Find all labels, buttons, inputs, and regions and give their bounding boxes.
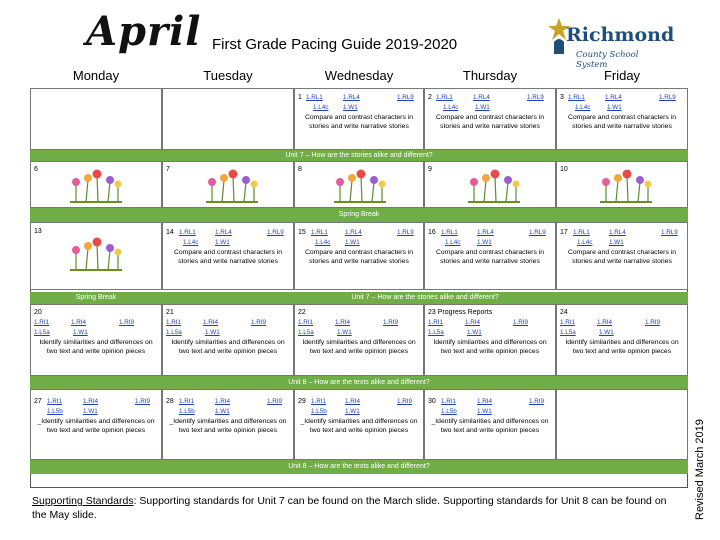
cell-day-17 bbox=[556, 222, 688, 290]
cell-description: Compare and contrast characters in stories and write narrative stories bbox=[173, 249, 283, 265]
std-ri9[interactable]: 1.RI9 bbox=[513, 319, 529, 326]
std-rl4[interactable]: 1.RL4 bbox=[605, 94, 622, 101]
std-l5b[interactable]: 1.L5b bbox=[441, 408, 457, 415]
date-27: 27 bbox=[34, 398, 42, 405]
cell-day-22 bbox=[294, 304, 424, 376]
std-w1[interactable]: 1.W1 bbox=[205, 329, 220, 336]
date-9: 9 bbox=[428, 166, 432, 173]
std-w1[interactable]: 1.W1 bbox=[599, 329, 614, 336]
std-l5a[interactable]: 1.L5a bbox=[298, 329, 314, 336]
std-ri1[interactable]: 1.RI1 bbox=[47, 398, 63, 405]
date-6: 6 bbox=[34, 166, 38, 173]
unit8-band: Unit 8 – How are the texts alike and different? bbox=[30, 376, 688, 389]
std-ri1[interactable]: 1.RI1 bbox=[298, 319, 314, 326]
date-20: 20 bbox=[34, 309, 42, 316]
cell-day-21 bbox=[162, 304, 294, 376]
flowers-icon bbox=[64, 166, 128, 204]
std-l5b[interactable]: 1.L5b bbox=[47, 408, 63, 415]
cell-description: _Identify similarities and differences on two text and write opinion pieces bbox=[37, 418, 155, 434]
std-rl1[interactable]: 1.RL1 bbox=[436, 94, 453, 101]
cell-day-3 bbox=[556, 88, 688, 150]
flowers-icon bbox=[328, 166, 392, 204]
cell-description: Compare and contrast characters in stories and write narrative stories bbox=[304, 249, 414, 265]
cell-description: Compare and contrast characters in stories and write narrative stories bbox=[304, 114, 414, 130]
logo-subtitle: County School System bbox=[576, 50, 639, 70]
std-ri1[interactable]: 1.RI1 bbox=[441, 398, 457, 405]
std-l5b[interactable]: 1.L5b bbox=[311, 408, 327, 415]
std-ri1[interactable]: 1.RI1 bbox=[560, 319, 576, 326]
std-rl4[interactable]: 1.RL4 bbox=[473, 94, 490, 101]
date-13: 13 bbox=[34, 228, 42, 235]
cell-day-29 bbox=[294, 389, 424, 460]
std-ri9[interactable]: 1.RI9 bbox=[251, 319, 267, 326]
date-7: 7 bbox=[166, 166, 170, 173]
std-ri1[interactable]: 1.RI1 bbox=[34, 319, 50, 326]
cell-description: Identify similarities and differences on two text and write opinion pieces bbox=[171, 339, 285, 355]
cell-empty-tue-w1 bbox=[162, 88, 294, 150]
cell-day-23 bbox=[424, 304, 556, 376]
std-l5a[interactable]: 1.L5a bbox=[560, 329, 576, 336]
date-23: 23 Progress Reports bbox=[428, 309, 493, 316]
std-ri4[interactable]: 1.RI4 bbox=[345, 398, 361, 405]
cell-day-16 bbox=[424, 222, 556, 290]
std-w1[interactable]: 1.W1 bbox=[475, 104, 490, 111]
flowers-icon bbox=[462, 166, 526, 204]
std-l5b[interactable]: 1.L5b bbox=[179, 408, 195, 415]
cell-description: Compare and contrast characters in stories and write narrative stories bbox=[567, 249, 677, 265]
supporting-standards-note bbox=[32, 494, 672, 522]
day-header-tuesday: Tuesday bbox=[203, 68, 253, 83]
std-rl1[interactable]: 1.RL1 bbox=[179, 229, 196, 236]
std-ri9[interactable]: 1.RI9 bbox=[135, 398, 151, 405]
district-logo bbox=[548, 16, 675, 70]
logo-wordmark: Richmond bbox=[566, 24, 675, 46]
std-ri9[interactable]: 1.RI9 bbox=[645, 319, 661, 326]
date-21: 21 bbox=[166, 309, 174, 316]
date-8: 8 bbox=[298, 166, 302, 173]
std-ri4[interactable]: 1.RI4 bbox=[335, 319, 351, 326]
std-ri4[interactable]: 1.RI4 bbox=[465, 319, 481, 326]
unit7-band: Unit 7 – How are the stories alike and different? bbox=[162, 292, 688, 304]
cell-day-1 bbox=[294, 88, 424, 150]
std-w1[interactable]: 1.W1 bbox=[215, 239, 230, 246]
cell-day-2 bbox=[424, 88, 556, 150]
supporting-standards-label: Supporting Standards bbox=[32, 495, 134, 507]
cell-day-20 bbox=[30, 304, 162, 376]
date-24: 24 bbox=[560, 309, 568, 316]
cell-description: Compare and contrast characters in stories and write narrative stories bbox=[567, 114, 677, 130]
revised-date: Revised March 2019 bbox=[694, 419, 706, 520]
day-header-wednesday: Wednesday bbox=[324, 68, 394, 83]
cell-day-30 bbox=[424, 389, 556, 460]
std-rl4[interactable]: 1.RL4 bbox=[215, 229, 232, 236]
std-l4c[interactable]: 1.L4c bbox=[443, 104, 459, 111]
date-30: 30 bbox=[428, 398, 436, 405]
std-rl9[interactable]: 1.RL9 bbox=[397, 229, 414, 236]
cell-empty-fri-w5 bbox=[556, 389, 688, 460]
std-rl1[interactable]: 1.RL1 bbox=[568, 94, 585, 101]
date-14: 14 bbox=[166, 229, 174, 236]
std-l4c[interactable]: 1.L4c bbox=[315, 239, 331, 246]
std-ri4[interactable]: 1.RI4 bbox=[203, 319, 219, 326]
std-ri1[interactable]: 1.RI1 bbox=[179, 398, 195, 405]
std-rl4[interactable]: 1.RL4 bbox=[609, 229, 626, 236]
std-ri9[interactable]: 1.RI9 bbox=[267, 398, 283, 405]
date-15: 15 bbox=[298, 229, 306, 236]
flowers-icon bbox=[594, 166, 658, 204]
std-l5a[interactable]: 1.L5a bbox=[34, 329, 50, 336]
flowers-icon bbox=[200, 166, 264, 204]
cell-description: _Identify similarities and differences on two text and write opinion pieces bbox=[169, 418, 287, 434]
cell-description: _Identify similarities and differences on two text and write opinion pieces bbox=[300, 418, 418, 434]
std-w1[interactable]: 1.W1 bbox=[345, 408, 360, 415]
std-w1[interactable]: 1.W1 bbox=[343, 104, 358, 111]
unit7-band: Unit 7 – How are the stories alike and different? bbox=[30, 150, 688, 161]
std-ri4[interactable]: 1.RI4 bbox=[83, 398, 99, 405]
day-header-friday: Friday bbox=[603, 68, 641, 83]
std-ri4[interactable]: 1.RI4 bbox=[215, 398, 231, 405]
std-rl1[interactable]: 1.RL1 bbox=[311, 229, 328, 236]
cell-day-28 bbox=[162, 389, 294, 460]
std-rl4[interactable]: 1.RL4 bbox=[343, 94, 360, 101]
date-16: 16 bbox=[428, 229, 436, 236]
std-w1[interactable]: 1.W1 bbox=[345, 239, 360, 246]
std-ri1[interactable]: 1.RI1 bbox=[428, 319, 444, 326]
date-22: 22 bbox=[298, 309, 306, 316]
std-ri9[interactable]: 1.RI9 bbox=[119, 319, 135, 326]
cell-day-27 bbox=[30, 389, 162, 460]
std-ri9[interactable]: 1.RI9 bbox=[383, 319, 399, 326]
cell-description: Identify similarities and differences on two text and write opinion pieces bbox=[433, 339, 547, 355]
day-header-thursday: Thursday bbox=[462, 68, 518, 83]
cell-description: Identify similarities and differences on two text and write opinion pieces bbox=[39, 339, 153, 355]
std-rl9[interactable]: 1.RL9 bbox=[527, 94, 544, 101]
std-w1[interactable]: 1.W1 bbox=[73, 329, 88, 336]
cell-description: _Identify similarities and differences on two text and write opinion pieces bbox=[431, 418, 549, 434]
std-ri9[interactable]: 1.RI9 bbox=[529, 398, 545, 405]
std-rl9[interactable]: 1.RL9 bbox=[397, 94, 414, 101]
date-29: 29 bbox=[298, 398, 306, 405]
page-title: First Grade Pacing Guide 2019-2020 bbox=[212, 36, 458, 53]
std-l4c[interactable]: 1.L4c bbox=[575, 104, 591, 111]
date-1: 1 bbox=[298, 94, 302, 101]
std-w1[interactable]: 1.W1 bbox=[607, 104, 622, 111]
date-10: 10 bbox=[560, 166, 568, 173]
std-ri1[interactable]: 1.RI1 bbox=[166, 319, 182, 326]
spring-break-band: Spring Break bbox=[30, 208, 688, 222]
supporting-standards-text: : Supporting standards for Unit 7 can be found on the March slide. Supporting standards for Unit 8 can be found on the May slide. bbox=[32, 495, 667, 521]
std-ri4[interactable]: 1.RI4 bbox=[71, 319, 87, 326]
cell-day-15 bbox=[294, 222, 424, 290]
cell-description: Compare and contrast characters in stories and write narrative stories bbox=[435, 249, 545, 265]
std-l4c[interactable]: 1.L4c bbox=[313, 104, 329, 111]
std-l4c[interactable]: 1.L4c bbox=[183, 239, 199, 246]
std-w1[interactable]: 1.W1 bbox=[83, 408, 98, 415]
std-rl9[interactable]: 1.RL9 bbox=[267, 229, 284, 236]
std-rl1[interactable]: 1.RL1 bbox=[306, 94, 323, 101]
std-rl9[interactable]: 1.RL9 bbox=[661, 229, 678, 236]
cell-description: Compare and contrast characters in stories and write narrative stories bbox=[435, 114, 545, 130]
std-ri9[interactable]: 1.RI9 bbox=[397, 398, 413, 405]
month-title: April bbox=[86, 8, 202, 55]
std-rl9[interactable]: 1.RL9 bbox=[659, 94, 676, 101]
day-header-monday: Monday bbox=[72, 68, 120, 83]
date-17: 17 bbox=[560, 229, 568, 236]
flowers-icon bbox=[64, 234, 128, 272]
date-2: 2 bbox=[428, 94, 432, 101]
std-w1[interactable]: 1.W1 bbox=[467, 329, 482, 336]
std-l5a[interactable]: 1.L5a bbox=[166, 329, 182, 336]
std-w1[interactable]: 1.W1 bbox=[337, 329, 352, 336]
std-rl1[interactable]: 1.RL1 bbox=[441, 229, 458, 236]
date-3: 3 bbox=[560, 94, 564, 101]
std-w1[interactable]: 1.W1 bbox=[477, 408, 492, 415]
std-ri4[interactable]: 1.RI4 bbox=[597, 319, 613, 326]
cell-day-24 bbox=[556, 304, 688, 376]
std-rl1[interactable]: 1.RL1 bbox=[573, 229, 590, 236]
std-rl9[interactable]: 1.RL9 bbox=[529, 229, 546, 236]
cell-day-14 bbox=[162, 222, 294, 290]
cell-description: Identify similarities and differences on two text and write opinion pieces bbox=[302, 339, 416, 355]
std-w1[interactable]: 1.W1 bbox=[215, 408, 230, 415]
date-28: 28 bbox=[166, 398, 174, 405]
std-rl4[interactable]: 1.RL4 bbox=[477, 229, 494, 236]
std-w1[interactable]: 1.W1 bbox=[609, 239, 624, 246]
spring-break-label: Spring Break bbox=[30, 292, 162, 304]
std-l5a[interactable]: 1.L5a bbox=[428, 329, 444, 336]
std-rl4[interactable]: 1.RL4 bbox=[345, 229, 362, 236]
cell-description: Identify similarities and differences on two text and write opinion pieces bbox=[565, 339, 679, 355]
std-l4c[interactable]: 1.L4c bbox=[577, 239, 593, 246]
std-w1[interactable]: 1.W1 bbox=[477, 239, 492, 246]
std-ri1[interactable]: 1.RI1 bbox=[311, 398, 327, 405]
unit8-band: Unit 8 – How are the texts alike and different? bbox=[30, 460, 688, 474]
std-ri4[interactable]: 1.RI4 bbox=[477, 398, 493, 405]
cell-empty-mon-w1 bbox=[30, 88, 162, 150]
std-l4c[interactable]: 1.L4c bbox=[445, 239, 461, 246]
